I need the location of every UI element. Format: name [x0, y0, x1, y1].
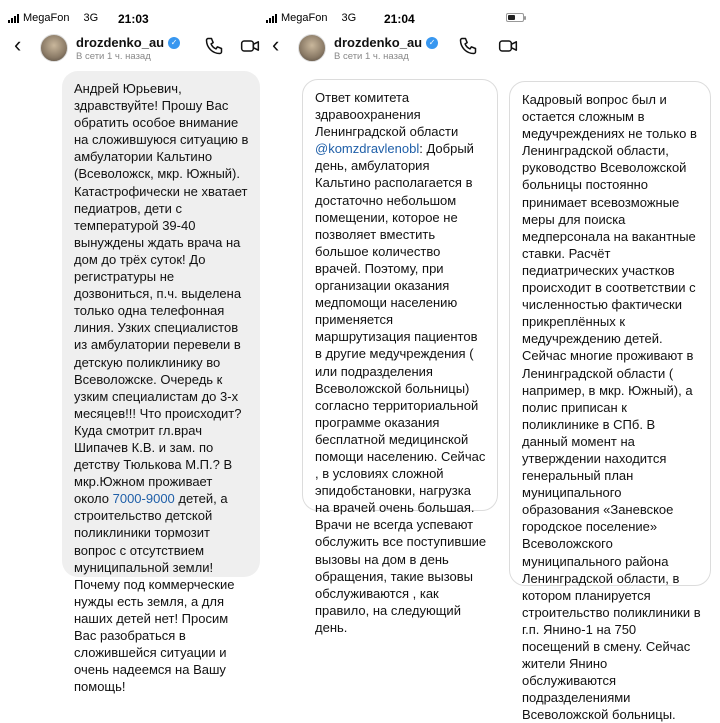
- last-seen-status: В сети 1 ч. назад: [76, 51, 151, 62]
- verified-badge-icon: ✓: [168, 37, 180, 49]
- video-camera-icon[interactable]: [498, 36, 518, 56]
- chat-header-left: [14, 30, 264, 66]
- message-bubble-request[interactable]: [62, 71, 260, 695]
- message-text: Кадровый вопрос был и остается сложным в медучреждениях не только в Ленинградской области, руководство Всеволожской больницы постоянно принимает всевозможные меры для поиска медперсонала на вакантные ставки. Расчёт педиатрических участков происходит в соответствии с численностью фактически прикреплённых к медучреждению детей. Сейчас многие проживают в Ленинградской области ( например, в мкр. Южный), а полис приписан к поликлинике в СПб. В данный момент на утверждении находится генеральный план муниципального образования «Заневское городское поселение» Всеволожского муниципального района Ленинградской области, в котором планируется строительство поликлиники в г.п. Янино-1 на 750 посещений в смену. Сейчас жители Янино обслуживаются подразделениями Всеволожской больницы.: [522, 92, 701, 723]
- carrier-name: MegaFon: [23, 12, 70, 24]
- mention-link[interactable]: @komzdravlenobl: [315, 141, 420, 157]
- clock: 21:03: [118, 12, 149, 26]
- network-type: 3G: [341, 12, 357, 24]
- chat-header-right: [272, 30, 522, 66]
- chat-username[interactable]: drozdenko_au ✓: [76, 35, 180, 50]
- phone-icon[interactable]: [204, 36, 224, 56]
- carrier-name: MegaFon: [281, 12, 328, 24]
- carrier-info: [8, 12, 98, 24]
- back-chevron-icon[interactable]: ‹: [14, 32, 22, 57]
- signal-icon: [8, 14, 19, 23]
- network-type: 3G: [83, 12, 99, 24]
- battery-icon: [506, 13, 524, 22]
- verified-badge-icon: ✓: [426, 37, 438, 49]
- signal-icon: [266, 14, 277, 23]
- message-text: Андрей Юрьевич, здравствуйте! Прошу Вас обратить особое внимание на сложившуюся ситуацию в амбулатории Кальтино (Всеволожск, мкр. Южный). Катастрофически не хватает педиатров, дети с температурой 39-40 вынуждены ждать врача на дом до трёх суток! До регистратуры не дозвониться, п.ч. выделена только одна телефонная линия. Узких специалистов из амбулатории перевели в детскую поликлинику во Всеволожске. Очередь к узким специалистам до 3-х месяцев!!! Что происходит? Куда смотрит гл.врач Шипачев К.В. и зам. по детству Тюлькова М.П.? В мкр.Южном проживает около 7000-9000 детей, а строительство детской поликлиники тормозит вопрос с отсутствием муниципальной земли! Почему под коммерческие нужды есть земля, а для наших детей нет! Просим Вас разобраться в сложившейся ситуации и очень надеемся на Вашу помощь!: [74, 81, 249, 695]
- avatar[interactable]: [40, 34, 68, 62]
- avatar[interactable]: [298, 34, 326, 62]
- video-camera-icon[interactable]: [240, 36, 260, 56]
- carrier-info: [266, 12, 356, 24]
- message-bubble-reply-1[interactable]: [302, 79, 498, 635]
- message-bubble-reply-2[interactable]: [509, 81, 711, 723]
- last-seen-status: В сети 1 ч. назад: [334, 51, 409, 62]
- status-bar-right: [262, 0, 720, 30]
- chat-username[interactable]: drozdenko_au ✓: [334, 35, 438, 50]
- highlighted-number: 7000-9000: [112, 491, 175, 507]
- message-text: Ответ комитета здравоохранения Ленинградской области @komzdravlenobl: Добрый день, амбулатория Кальтино располагается в достаточно небольшом помещении, которое не позволяет вместить большое количество врачей. Поэтому, при организации оказания медпомощи населению применяется маршрутизация пациентов в другие медучреждения ( или подразделения Всеволожской больницы) согласно территориальной программе оказания бесплатной медицинской помощи населению. Сейчас , в условиях сложной эпидобстановки, нагрузка на врачей очень большая. Врачи не всегда успевают обслужить все поступившие вызовы на дом в день обращения, такие вызовы обслуживаются , как правило, на следующий день.: [315, 90, 487, 635]
- clock: 21:04: [384, 12, 415, 26]
- back-chevron-icon[interactable]: ‹: [272, 32, 280, 57]
- status-bar-left: [0, 0, 260, 30]
- phone-icon[interactable]: [458, 36, 478, 56]
